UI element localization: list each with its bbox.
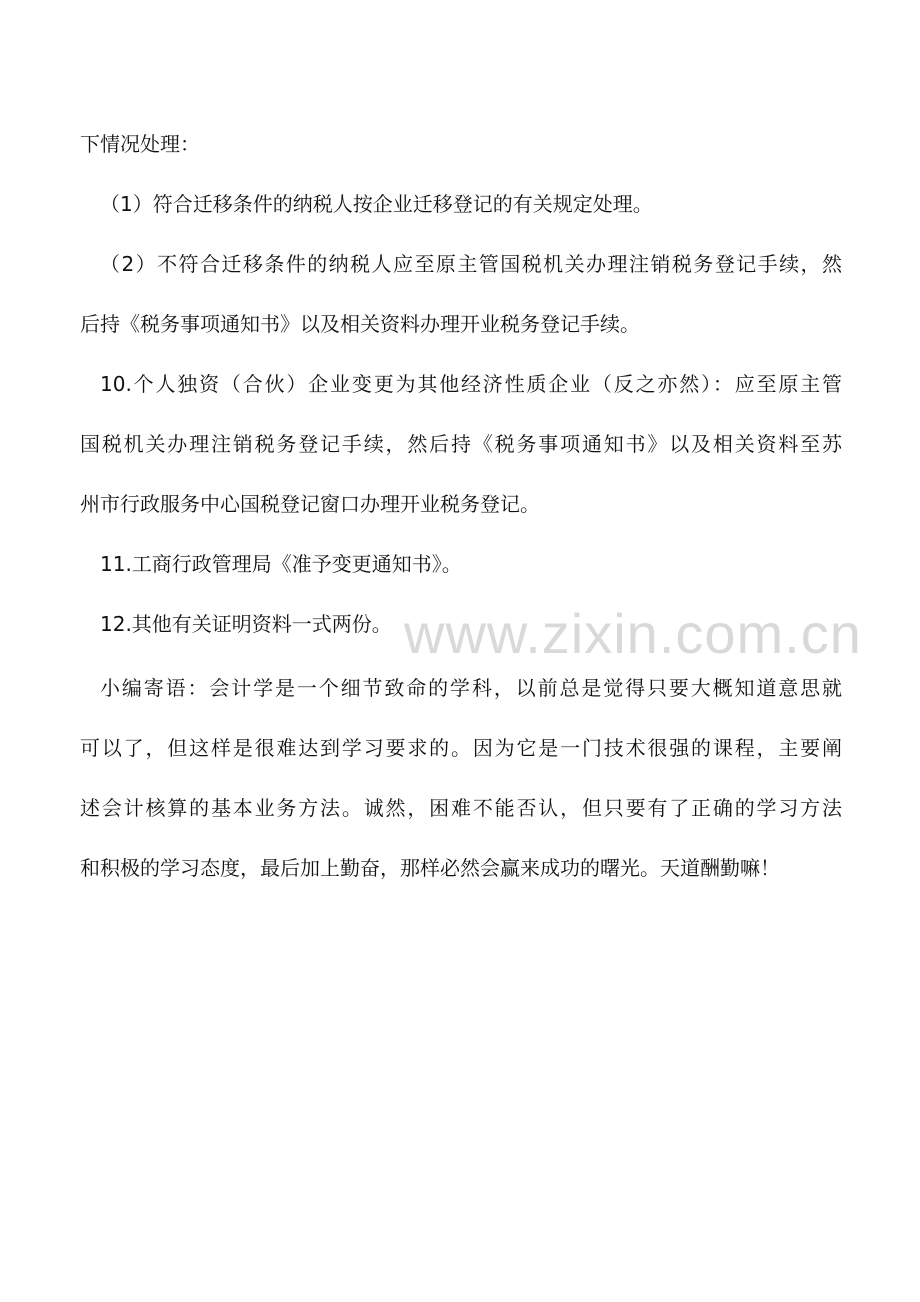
text-line: 10.个人独资（合伙）企业变更为其他经济性质企业（反之亦然）：应至原主管	[100, 372, 842, 396]
text-line: 11.工商行政管理局《准予变更通知书》。	[100, 552, 462, 576]
text-line: 可以了，但这样是很难达到学习要求的。因为它是一门技术很强的课程，主要阐	[80, 736, 842, 760]
text-line: 州市行政服务中心国税登记窗口办理开业税务登记。	[80, 492, 540, 516]
text-line: 国税机关办理注销税务登记手续，然后持《税务事项通知书》以及相关资料至苏	[80, 432, 842, 456]
text-line: （1）符合迁移条件的纳税人按企业迁移登记的有关规定处理。	[100, 192, 653, 216]
watermark: www.zixin.com.cn	[404, 602, 862, 665]
text-line: （2）不符合迁移条件的纳税人应至原主管国税机关办理注销税务登记手续，然	[100, 252, 842, 276]
text-line: 述会计核算的基本业务方法。诚然，困难不能否认，但只要有了正确的学习方法	[80, 796, 842, 820]
text-line: 下情况处理：	[80, 132, 200, 156]
text-line: 12.其他有关证明资料一式两份。	[100, 612, 392, 636]
text-line: 和积极的学习态度，最后加上勤奋，那样必然会赢来成功的曙光。天道酬勤嘛！	[80, 856, 780, 880]
text-line: 后持《税务事项通知书》以及相关资料办理开业税务登记手续。	[80, 312, 640, 336]
text-line: 小编寄语：会计学是一个细节致命的学科，以前总是觉得只要大概知道意思就	[100, 676, 842, 700]
